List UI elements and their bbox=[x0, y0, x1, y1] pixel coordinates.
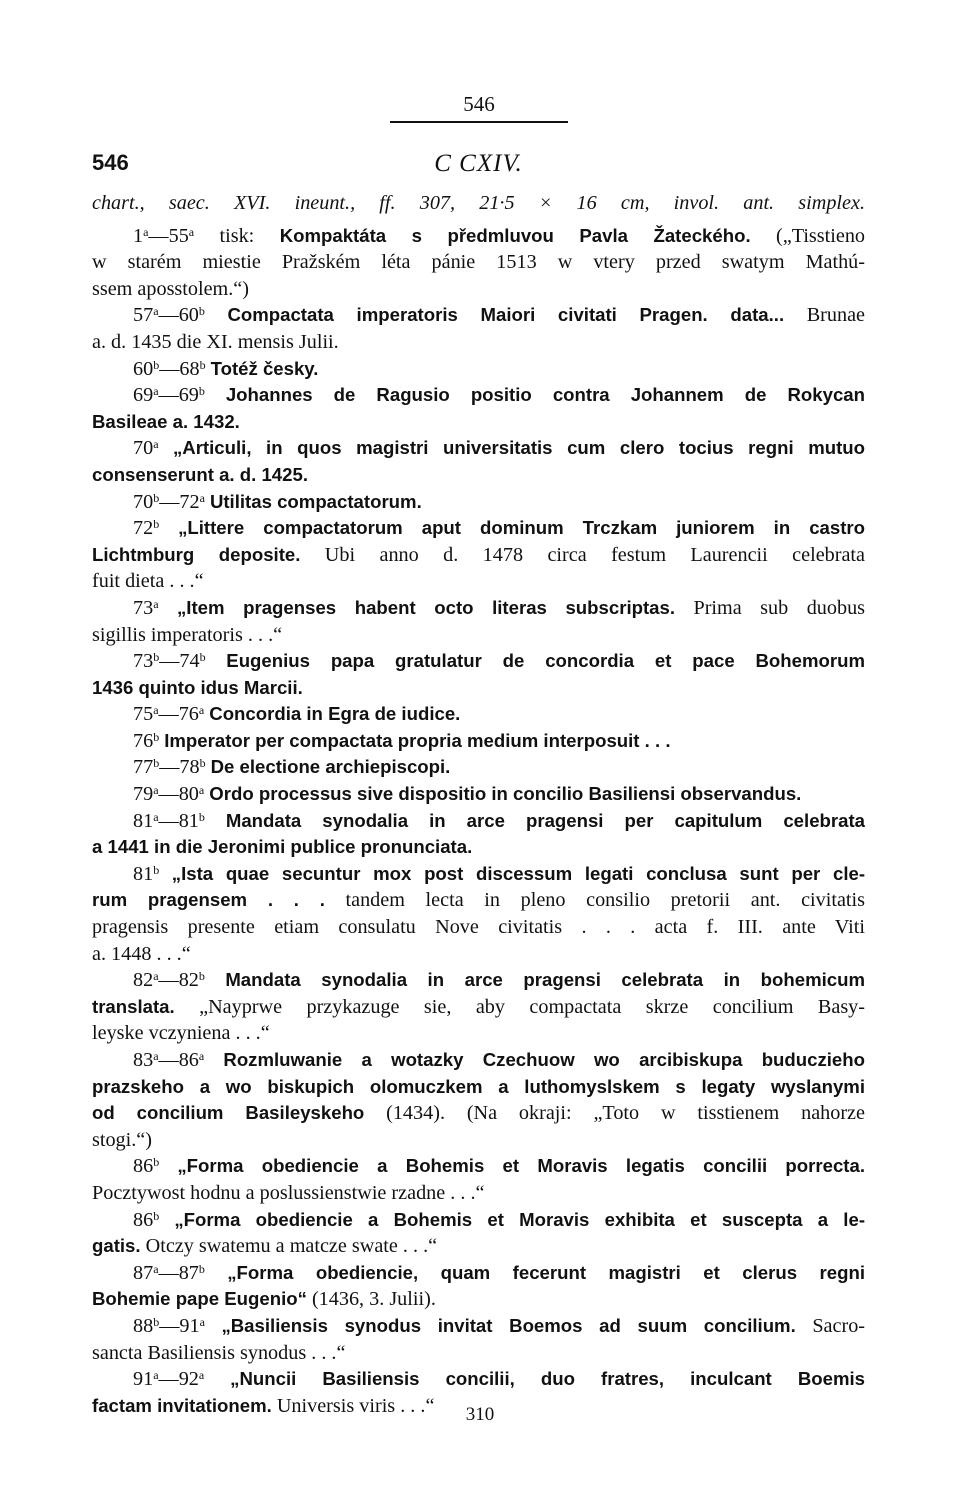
catalogue-entry bbox=[92, 701, 865, 728]
entry-text: 70 bbox=[133, 437, 154, 460]
entry-title-text: Rozmluwanie a wotazky Czechuow wo arcibiskupa buduczieho bbox=[223, 1049, 865, 1070]
entry-text bbox=[204, 1368, 230, 1390]
entry-text: ssem aposstolem.“) bbox=[92, 277, 249, 300]
entry-line bbox=[92, 861, 865, 888]
entry-line bbox=[92, 648, 865, 675]
catalogue-entry bbox=[92, 1260, 865, 1313]
entry-text: tandem lecta in pleno consilio pretorii ant. civitatis bbox=[324, 889, 865, 912]
folio-superscript: a bbox=[153, 969, 159, 984]
entry-text bbox=[205, 810, 226, 832]
entry-title-text: „Ista quae secuntur mox post discessum legati conclusa sunt per cle- bbox=[171, 862, 866, 884]
folio-superscript: b bbox=[199, 357, 206, 372]
entry-title-text: consenserunt a. d. 1425. bbox=[92, 463, 308, 485]
entry-line bbox=[92, 675, 865, 702]
entry-line bbox=[92, 887, 865, 914]
entry-text: 86 bbox=[133, 1208, 154, 1231]
catalogue-entry bbox=[92, 728, 865, 755]
entry-line bbox=[92, 728, 865, 755]
entry-text: —91 bbox=[159, 1314, 200, 1337]
catalogue-entry bbox=[92, 1153, 865, 1206]
entry-text bbox=[205, 304, 228, 326]
folio-superscript: a bbox=[153, 1049, 159, 1063]
entry-title-text: Eugenius papa gratulatur de concordia et pace Bohemorum bbox=[226, 650, 866, 672]
entry-text: Pocztywost hodnu a poslussienstwie rzadne . . .“ bbox=[92, 1181, 485, 1204]
folio-superscript: a bbox=[188, 224, 195, 239]
folio-superscript: a bbox=[198, 783, 205, 798]
catalogue-entry bbox=[92, 302, 865, 355]
catalogue-entry bbox=[92, 808, 865, 861]
folio-superscript: b bbox=[153, 650, 160, 665]
folio-superscript: b bbox=[153, 1314, 160, 1329]
folio-superscript: a bbox=[153, 1261, 159, 1276]
entry-text: 87 bbox=[133, 1261, 154, 1284]
entry-title-text: prazskeho a wo biskupich olomuczkem a luthomyslskem s legaty wyslanymi bbox=[92, 1075, 865, 1097]
entry-text: sancta Basiliensis synodus . . .“ bbox=[92, 1341, 346, 1364]
entry-line bbox=[92, 1366, 865, 1393]
entry-title-text: factam invitationem. bbox=[92, 1394, 272, 1416]
folio-superscript: b bbox=[198, 809, 205, 824]
entry-text bbox=[159, 863, 172, 885]
folio-superscript: b bbox=[153, 1208, 160, 1223]
entry-title-text: Mandata synodalia in arce pragensi celebrata in bohemicum bbox=[225, 969, 866, 991]
entry-text: 70 bbox=[133, 490, 154, 513]
catalogue-entry bbox=[92, 754, 865, 781]
catalogue-entry bbox=[92, 515, 865, 595]
entry-line bbox=[92, 542, 865, 569]
entry-line bbox=[92, 595, 865, 622]
entry-line bbox=[92, 941, 865, 968]
entry-title-text: „Forma obediencie a Bohemis et Moravis legatis concilii porrecta. bbox=[177, 1155, 865, 1177]
entry-text: —55 bbox=[148, 224, 189, 247]
entry-text bbox=[205, 384, 226, 406]
entry-title-text: Ordo processus sive dispositio in concilio Basiliensi observandus. bbox=[209, 783, 802, 805]
folio-superscript: a bbox=[153, 703, 159, 718]
entry-text: —82 bbox=[158, 969, 199, 992]
page-header-number: 546 bbox=[463, 92, 495, 116]
manuscript-contents bbox=[92, 190, 865, 1419]
entry-title-text: „Item pragenses habent octo literas subscriptas. bbox=[177, 596, 676, 618]
entry-text: tisk: bbox=[194, 224, 280, 247]
entry-title-text: Compactata imperatoris Maiori civitati Pragen. data... bbox=[227, 304, 785, 326]
entry-line bbox=[92, 356, 865, 383]
catalogue-entry bbox=[92, 648, 865, 701]
catalogue-entry bbox=[92, 435, 865, 488]
entry-text: „Nayprwe przykazuge sie, aby compactata skrze concilium Basy- bbox=[174, 995, 865, 1018]
folio-superscript: b bbox=[198, 304, 205, 319]
folio-superscript: b bbox=[199, 756, 206, 771]
entry-text: 57 bbox=[133, 304, 154, 327]
entry-line bbox=[92, 701, 865, 728]
entry-title-text: a 1441 in die Jeronimi publice pronunciata. bbox=[92, 836, 473, 858]
catalogue-entry bbox=[92, 595, 865, 648]
catalogue-entry bbox=[92, 1313, 865, 1366]
entry-line bbox=[92, 1127, 865, 1154]
entry-line bbox=[92, 834, 865, 861]
entry-title-text: Basileae a. 1432. bbox=[92, 410, 240, 432]
entry-line bbox=[92, 568, 865, 595]
entry-text: (1436, 3. Julii). bbox=[306, 1288, 436, 1311]
entry-text: —68 bbox=[159, 357, 200, 380]
entry-line bbox=[92, 914, 865, 941]
manuscript-number: 546 bbox=[92, 150, 129, 175]
entry-text: Prima sub duobus bbox=[675, 596, 866, 619]
entry-title-text: translata. bbox=[92, 995, 175, 1017]
entry-text: („Tisstieno bbox=[750, 224, 866, 247]
entry-text bbox=[159, 1209, 174, 1231]
entry-line bbox=[92, 1207, 865, 1234]
entry-text: 81 bbox=[133, 809, 154, 832]
catalogue-entry bbox=[92, 1047, 865, 1153]
entry-title-text: De electione archiepiscopi. bbox=[210, 756, 451, 778]
catalogue-entry bbox=[92, 781, 865, 808]
entry-text: leyske vczyniena . . .“ bbox=[92, 1022, 270, 1045]
entry-title-text: Concordia in Egra de iudice. bbox=[209, 703, 461, 725]
entry-text bbox=[159, 597, 177, 619]
entry-text: a. d. 1435 die XI. mensis Julii. bbox=[92, 330, 339, 353]
entry-text: pragensis presente etiam consulatu Nove civitatis . . . acta f. III. ante Viti bbox=[92, 916, 865, 939]
header-rule bbox=[390, 121, 568, 123]
entry-line bbox=[92, 1047, 865, 1074]
entry-text: —92 bbox=[158, 1368, 199, 1391]
entry-text: Universis viris . . .“ bbox=[271, 1394, 435, 1417]
folio-superscript: b bbox=[153, 756, 160, 771]
entry-text: 91 bbox=[133, 1368, 154, 1391]
folio-superscript: a bbox=[153, 304, 159, 319]
entry-text bbox=[206, 650, 227, 672]
entry-text: 81 bbox=[133, 862, 154, 885]
folio-superscript: b bbox=[153, 1155, 160, 1170]
entry-line bbox=[92, 435, 865, 462]
entry-title-text: „Nuncii Basiliensis concilii, duo fratres, inculcant Boemis bbox=[230, 1368, 865, 1390]
entry-text: 88 bbox=[133, 1314, 154, 1337]
entry-line bbox=[92, 781, 865, 808]
entry-text: Brunae bbox=[784, 304, 865, 327]
entry-title-text: Imperator per compactata propria medium interposuit . . . bbox=[164, 729, 671, 751]
entry-text: —72 bbox=[159, 490, 200, 513]
entry-text: —60 bbox=[158, 304, 199, 327]
entry-title-text: Johannes de Ragusio positio contra Johannem de Rokycan bbox=[225, 384, 865, 406]
entry-title-text: Lichtmburg deposite. bbox=[92, 543, 301, 565]
entry-title-text: od concilium Basileyskeho bbox=[92, 1102, 365, 1124]
entry-title-text: Mandata synodalia in arce pragensi per capitulum celebrata bbox=[225, 809, 866, 831]
entry-text: 60 bbox=[133, 357, 154, 380]
entry-title-text: Totéž česky. bbox=[210, 357, 319, 379]
entry-text: —74 bbox=[159, 650, 200, 673]
entry-line bbox=[92, 994, 865, 1021]
folio-superscript: a bbox=[199, 490, 205, 505]
entry-text: (1434). (Na okraji: „Toto w tisstienem nahorze bbox=[364, 1102, 865, 1125]
folio-superscript: b bbox=[198, 384, 205, 399]
entry-text bbox=[159, 517, 178, 539]
entry-text bbox=[205, 1315, 222, 1337]
entry-title-text: „Littere compactatorum aput dominum Trczkam juniorem in castro bbox=[178, 517, 865, 539]
entry-line bbox=[92, 622, 865, 649]
entry-line bbox=[92, 515, 865, 542]
entry-line bbox=[92, 808, 865, 835]
catalogue-entry bbox=[92, 356, 865, 383]
entry-text: —78 bbox=[159, 756, 200, 779]
folio-superscript: b bbox=[153, 490, 160, 505]
entry-text bbox=[205, 969, 225, 991]
manuscript-heading bbox=[92, 150, 865, 184]
folio-superscript: a bbox=[153, 809, 159, 824]
entry-line bbox=[92, 249, 865, 276]
folio-superscript: a bbox=[198, 1368, 205, 1383]
folio-superscript: a bbox=[153, 596, 159, 611]
entry-text: 77 bbox=[133, 756, 154, 779]
entry-title-text: „Articuli, in quos magistri universitatis cum clero tocius regni mutuo bbox=[172, 437, 866, 459]
entry-text: 73 bbox=[133, 596, 154, 619]
entry-text: 75 bbox=[133, 703, 154, 726]
folio-superscript: a bbox=[153, 437, 159, 452]
entry-title-text: Bohemie pape Eugenio“ bbox=[92, 1288, 307, 1310]
entry-line bbox=[92, 382, 865, 409]
entry-title-text: „Forma obediencie, quam fecerunt magistri et clerus regni bbox=[227, 1261, 865, 1283]
entry-text: Ubi anno d. 1478 circa festum Laurencii celebrata bbox=[300, 543, 865, 566]
manuscript-description: chart., saec. XVI. ineunt., ff. 307, 21·5 × 16 cm, invol. ant. simplex. bbox=[92, 192, 865, 214]
entry-text: 82 bbox=[133, 969, 154, 992]
folio-superscript: a bbox=[198, 1049, 205, 1063]
catalogue-entry bbox=[92, 223, 865, 303]
folio-superscript: b bbox=[199, 650, 206, 665]
catalogue-entry bbox=[92, 1207, 865, 1260]
entry-title-text: „Forma obediencie a Bohemis et Moravis exhibita et suscepta a le- bbox=[174, 1208, 866, 1230]
entry-line bbox=[92, 1074, 865, 1101]
folio-superscript: b bbox=[198, 1261, 205, 1276]
folio-superscript: a bbox=[153, 384, 159, 399]
entry-title-text: „Basiliensis synodus invitat Boemos ad suum concilium. bbox=[221, 1314, 796, 1336]
folio-superscript: a bbox=[198, 703, 205, 718]
entry-text: —81 bbox=[158, 809, 199, 832]
entry-line bbox=[92, 1340, 865, 1367]
folio-superscript: b bbox=[198, 969, 205, 984]
entry-text: —86 bbox=[158, 1049, 199, 1071]
entry-text: Sacro- bbox=[795, 1314, 866, 1337]
entry-title-text: 1436 quinto idus Marcii. bbox=[92, 676, 303, 698]
entry-line bbox=[92, 302, 865, 329]
manuscript-signature: C CXIV. bbox=[434, 150, 523, 177]
entry-text: 83 bbox=[133, 1049, 154, 1071]
entry-text bbox=[205, 1262, 227, 1284]
entry-text bbox=[159, 1155, 177, 1177]
folio-superscript: b bbox=[153, 862, 160, 877]
catalogue-entry bbox=[92, 967, 865, 1047]
entry-line bbox=[92, 489, 865, 516]
entry-line bbox=[92, 967, 865, 994]
entry-text: 1 bbox=[133, 224, 144, 247]
entry-text bbox=[159, 437, 173, 459]
entry-line bbox=[92, 1100, 865, 1127]
entry-line bbox=[92, 1286, 865, 1313]
folio-superscript: a bbox=[143, 224, 149, 239]
entry-line bbox=[92, 409, 865, 436]
entry-text: w starém miestie Pražském léta pánie 1513 w vtery przed swatym Mathú- bbox=[92, 251, 865, 274]
entry-text: 73 bbox=[133, 650, 154, 673]
entry-text: —87 bbox=[158, 1261, 199, 1284]
entry-text bbox=[204, 1049, 223, 1071]
entry-line bbox=[92, 462, 865, 489]
entry-text: sigillis imperatoris . . .“ bbox=[92, 623, 283, 646]
entry-line bbox=[92, 1233, 865, 1260]
entry-text: 76 bbox=[133, 729, 154, 752]
catalogue-entry bbox=[92, 382, 865, 435]
folio-superscript: a bbox=[153, 1368, 159, 1383]
entry-line bbox=[92, 276, 865, 303]
entry-text: 86 bbox=[133, 1155, 154, 1178]
entry-title-text: gatis. bbox=[92, 1235, 141, 1257]
entry-text: 69 bbox=[133, 384, 154, 407]
entry-line bbox=[92, 1180, 865, 1207]
catalogue-entry bbox=[92, 861, 865, 967]
entry-line bbox=[92, 223, 865, 250]
folio-superscript: a bbox=[199, 1314, 205, 1329]
entry-line bbox=[92, 1153, 865, 1180]
folio-superscript: a bbox=[153, 783, 159, 798]
entry-text: 72 bbox=[133, 517, 154, 540]
entry-line bbox=[92, 1313, 865, 1340]
entry-text: Otczy swatemu a matcze swate . . .“ bbox=[140, 1235, 438, 1258]
page-footer-number: 310 bbox=[465, 1404, 495, 1425]
entry-text: fuit dieta . . .“ bbox=[92, 570, 204, 593]
entry-text: —69 bbox=[158, 384, 199, 407]
entry-title-text: Kompaktáta s předmluvou Pavla Žateckého. bbox=[279, 224, 751, 246]
entry-text: —76 bbox=[158, 703, 199, 726]
entry-line bbox=[92, 754, 865, 781]
catalogue-entry bbox=[92, 489, 865, 516]
entry-text: 79 bbox=[133, 783, 154, 806]
entry-line bbox=[92, 329, 865, 356]
entry-title-text: rum pragensem . . . bbox=[92, 889, 325, 911]
entry-line bbox=[92, 1020, 865, 1047]
folio-superscript: b bbox=[153, 729, 160, 744]
entry-text: stogi.“) bbox=[92, 1128, 152, 1151]
folio-superscript: b bbox=[153, 517, 160, 532]
entry-line bbox=[92, 1260, 865, 1287]
entry-text: —80 bbox=[158, 783, 199, 806]
folio-superscript: b bbox=[153, 357, 160, 372]
entry-text: a. 1448 . . .“ bbox=[92, 942, 191, 965]
entry-title-text: Utilitas compactatorum. bbox=[209, 490, 422, 512]
